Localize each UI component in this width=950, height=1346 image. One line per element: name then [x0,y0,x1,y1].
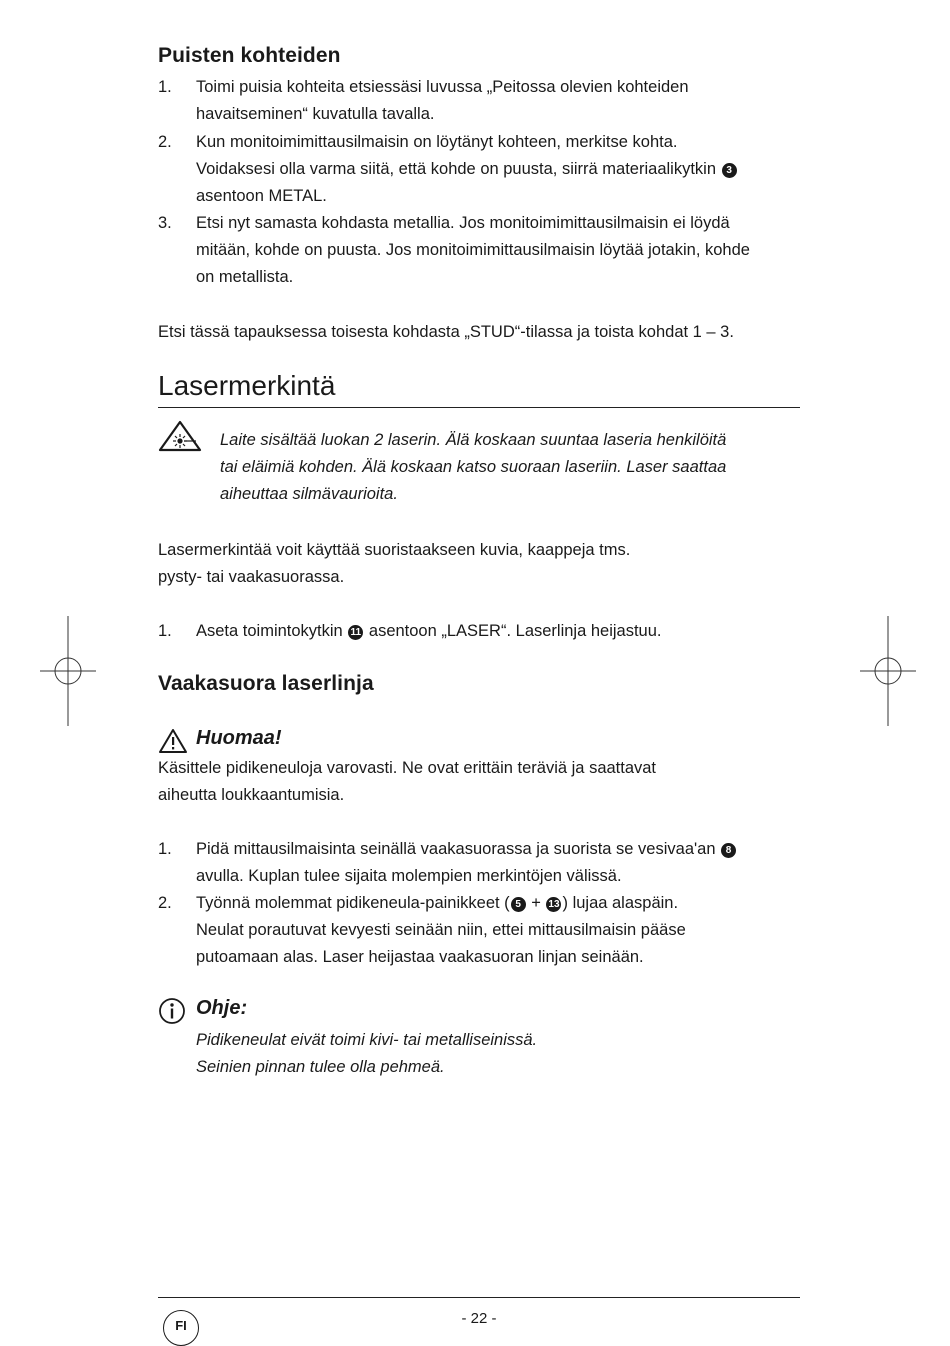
function-switch-badge: 11 [348,625,363,640]
registration-mark-left [40,616,96,726]
page-number: - 22 - [461,1310,497,1327]
registration-mark-right [860,616,916,726]
laser-warning-icon [158,420,202,452]
caution-title: Huomaa! [158,727,358,755]
tip-title: Ohje: [158,997,358,1025]
caution-icon [158,728,188,754]
tip-text: Pidikeneulat eivät toimi kivi- tai metalliseinissä. Seinien pinnan tulee olla pehmeä. [196,1031,538,1076]
spirit-level-badge: 8 [721,843,736,858]
section-heading-laser: Lasermerkintä [158,370,336,401]
section-heading-horizontal-laser: Vaakasuora laserlinja [158,672,374,695]
paragraph: Lasermerkintää voit käyttää suoristaakseen kuvia, kaappeja tms. pysty- tai vaakasuorassa. [158,541,631,586]
caution-text: Käsittele pidikeneuloja varovasti. Ne ovat erittäin teräviä ja saattavat aiheutta loukkaantumisia. [158,759,657,804]
info-icon [158,997,186,1025]
footer-rule [158,1297,800,1298]
laser-warning-text: Laite sisältää luokan 2 laserin. Älä koskaan suuntaa laseria henkilöitä tai eläimiä kohden. Älä koskaan katso suoraan laseriin. Laser saattaa aiheuttaa silmävaurioita. [220,431,727,503]
heading-rule [158,407,800,408]
document-page: Puisten kohteiden 1. Toimi puisia kohteita etsiessäsi luvussa „Peitossa olevien kohteiden havaitseminen“ kuvatulla tavalla. 2. Kun monitoimimittausilmaisin on löytänyt kohteen, merkitse kohta. Voidaksesi olla varma siitä, että kohde on puusta, siirrä materiaalikytkin 3 asentoon METAL. 3. Etsi nyt samasta kohdasta metallia. Jos monitoimimittausilmaisin ei löydä mitään, kohde on puusta. Jos monitoimimittausilmaisin löytää jotakin, kohde on metallista. Etsi tässä tapauksessa toisesta kohdasta „STUD“-tilassa ja toista kohdat 1 – 3. Lasermerkintä Laite sisältää luokan 2 laserin. Älä koskaan suuntaa laseria henkilöitä tai eläimiä kohden. Älä koskaan katso suoraan laseriin. Laser saattaa aiheuttaa silmävaurioita. Lasermerkintää voit käyttää suoristaakseen kuvia, kaappeja tms. pysty- tai vaakasuorassa. 1. Aseta toimintokytkin 11 asentoon „LASER“. Laserlinja heijastuu. Vaakasuora laserlinja Huomaa! Käsittele pidikeneuloja varovasti. Ne ovat erittäin teräviä ja saattavat aiheutta loukkaantumisia. 1. Pidä mittausilmaisinta seinällä vaakasuorassa ja suorista se vesivaa'an 8 avulla. Kuplan tulee sijaita molempien merkintöjen välissä. 2. Työnnä molemmat pidikeneula-painikkeet ( 5 + 13 ) lujaa alaspäin. Neulat porautuvat kevyesti seinään niin, ettei mittausilmaisin pääse putoamaan alas. Laser heijastaa vaakasuoran linjan seinään. Ohje: Pidikeneulat eivät toimi kivi- tai metalliseinissä. Seinien pinnan tulee olla pehmeä. - 22 - FI [158,0,800,1345]
material-switch-badge: 3 [722,163,737,178]
pin-button-badge: 5 [511,897,526,912]
section-heading-wood: Puisten kohteiden [158,44,341,67]
paragraph: Etsi tässä tapauksessa toisesta kohdasta „STUD“-tilassa ja toista kohdat 1 – 3. [158,323,734,341]
pin-button-badge: 13 [548,899,560,910]
language-badge: FI [163,1310,199,1346]
